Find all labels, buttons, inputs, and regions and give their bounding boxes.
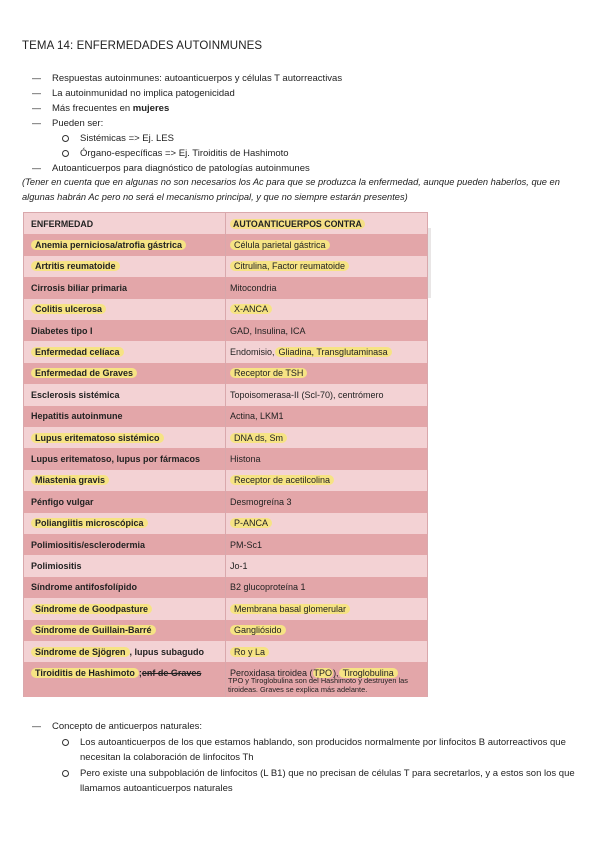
- antibody-name: Topoisomerasa-II (Scl-70), centrómero: [230, 389, 384, 400]
- disease-name: Enfermedad de Graves: [31, 368, 137, 378]
- disease-name: Lupus eritematoso, lupus por fármacos: [24, 448, 226, 469]
- disease-name-highlighted: Tiroiditis de Hashimoto: [31, 668, 139, 678]
- header-disease: ENFERMEDAD: [24, 213, 226, 234]
- antibody-name-plain: Peroxidasa tiroidea (: [230, 668, 313, 679]
- table-row: [24, 427, 427, 448]
- antibody-name: Jo-1: [230, 561, 248, 572]
- table-row: [24, 406, 427, 427]
- bullet-autoimmune-responses: — Respuestas autoinmunes: autoanticuerpos y células T autorreactivas: [32, 71, 342, 86]
- bullet-pathogenicity: — La autoinmunidad no implica patogenicidad: [32, 86, 342, 101]
- sub-bullet-organ-specific: Órgano-específicas => Ej. Tiroiditis de Hashimoto: [32, 146, 342, 161]
- antibody-name: Citrulina, Factor reumatoide: [230, 261, 349, 271]
- table-row: [24, 470, 427, 491]
- disease-name: Diabetes tipo I: [24, 320, 226, 341]
- disease-name-struck: enf de Graves: [141, 668, 202, 679]
- disease-name: Pénfigo vulgar: [24, 491, 226, 512]
- disease-name: Lupus eritematoso sistémico: [31, 433, 164, 443]
- antibody-name: Receptor de TSH: [230, 368, 307, 378]
- antibody-name-plain: Endomisio,: [230, 347, 275, 358]
- antibody-name: P-ANCA: [230, 518, 272, 528]
- disease-name: Colitis ulcerosa: [31, 304, 106, 314]
- antibody-name: B2 glucoproteína 1: [230, 582, 306, 593]
- antibody-name-highlighted: Gliadina, Transglutaminasa: [275, 347, 392, 357]
- sub-bullet-systemic: Sistémicas => Ej. LES: [32, 131, 342, 146]
- disease-name-highlighted: Síndrome de Sjögren: [31, 647, 130, 657]
- natural-antibodies-section: [32, 719, 577, 797]
- header-antibodies: [226, 213, 429, 234]
- sub-bullet-b1-subpopulation: Pero existe una subpoblación de linfocitos (L B1) que no precisan de células T para secretarlos, y a estos son los que llamamos autoanticuerpos naturales: [32, 766, 577, 797]
- antibody-name: Actina, LKM1: [230, 411, 284, 422]
- antibody-name-sep: ),: [333, 668, 339, 679]
- table-row: [24, 641, 427, 662]
- table-header-row: [24, 213, 427, 234]
- italic-note: (Tener en cuenta que en algunas no son necesarios los Ac para que se produzca la enfermedad, aunque pueden haberlos, que en algunas habrán Ac pero no será el mecanismo principal, y que no siempre estarán presentes): [22, 177, 560, 202]
- bullet-more-frequent-text: Más frecuentes en: [52, 103, 133, 114]
- table-row: [24, 555, 427, 576]
- table-row: [24, 448, 427, 469]
- antibody-name: Célula parietal gástrica: [230, 240, 330, 250]
- disease-name: Poliangiitis microscópica: [31, 518, 148, 528]
- intro-bullet-list: [32, 71, 342, 176]
- table-row: [24, 320, 427, 341]
- table-annotation-line1: TPO y Tiroglobulina son del Hashimoto y destruyen las: [228, 676, 408, 685]
- sub-bullet-autoreactive-b: Los autoanticuerpos de los que estamos hablando, son producidos normalmente por linfocitos B autorreactivos que necesitan la colaboración de linfocitos Th: [32, 735, 577, 766]
- disease-name: Síndrome de Guillain-Barré: [31, 625, 156, 635]
- disease-name: Esclerosis sistémica: [24, 384, 226, 405]
- antibody-name: Mitocondria: [230, 282, 277, 293]
- table-row: [24, 363, 427, 384]
- disease-name: Anemia perniciosa/atrofia gástrica: [31, 240, 186, 250]
- header-antibodies-label: AUTOANTICUERPOS CONTRA: [230, 219, 365, 229]
- table-row: [24, 598, 427, 619]
- disease-name: Polimiositis: [24, 555, 226, 576]
- disease-name-separator: ;: [138, 668, 142, 679]
- antibody-name: DNA ds, Sm: [230, 433, 287, 443]
- antibody-name: Histona: [230, 454, 261, 465]
- table-row: [24, 491, 427, 512]
- table-row: [24, 256, 427, 277]
- bullet-can-be: — Pueden ser:: [32, 116, 342, 131]
- page-title: TEMA 14: ENFERMEDADES AUTOINMUNES: [22, 40, 263, 52]
- table-row: [24, 577, 427, 598]
- table-row: [24, 513, 427, 534]
- table-annotation-line2: tiroideas. Graves se explica más adelante.: [228, 685, 368, 694]
- table-row: [24, 620, 427, 641]
- table-row: [24, 534, 427, 555]
- autoantibody-table: [23, 212, 428, 697]
- antibody-name-thyroglobulin: Tiroglobulina: [339, 668, 398, 678]
- antibody-name: X-ANCA: [230, 304, 272, 314]
- antibody-name: GAD, Insulina, ICA: [230, 325, 306, 336]
- disease-name: Síndrome de Goodpasture: [31, 604, 152, 614]
- bullet-diagnosis: — Autoanticuerpos para diagnóstico de patologías autoinmunes: [32, 161, 342, 176]
- antibody-name: PM-Sc1: [230, 539, 263, 550]
- disease-name: Hepatitis autoinmune: [24, 406, 226, 427]
- bullet-more-frequent-bold: mujeres: [132, 103, 170, 114]
- disease-name: Cirrosis biliar primaria: [24, 277, 226, 298]
- table-row: [24, 341, 427, 362]
- bullet-natural-antibodies: — Concepto de anticuerpos naturales:: [32, 719, 577, 735]
- antibody-name: Ro y La: [230, 647, 269, 657]
- disease-name: Artritis reumatoide: [31, 261, 120, 271]
- antibody-name-tpo: TPO: [313, 668, 333, 679]
- antibody-name: Gangliósido: [230, 625, 286, 635]
- disease-name-plain: , lupus subagudo: [129, 646, 205, 657]
- table-row: [24, 384, 427, 405]
- table-row: [24, 277, 427, 298]
- antibody-name: Desmogreína 3: [230, 496, 292, 507]
- disease-name: Enfermedad celíaca: [31, 347, 124, 357]
- bullet-more-frequent: [32, 101, 342, 116]
- disease-name: Miastenia gravis: [31, 475, 109, 485]
- antibody-name: Membrana basal glomerular: [230, 604, 350, 614]
- table-row: [24, 299, 427, 320]
- antibody-name: Receptor de acetilcolina: [230, 475, 334, 485]
- disease-name: Síndrome antifosfolípido: [24, 577, 226, 598]
- disease-name: Polimiositis/esclerodermia: [24, 534, 226, 555]
- table-annotation: [228, 676, 438, 694]
- table-row: [24, 234, 427, 255]
